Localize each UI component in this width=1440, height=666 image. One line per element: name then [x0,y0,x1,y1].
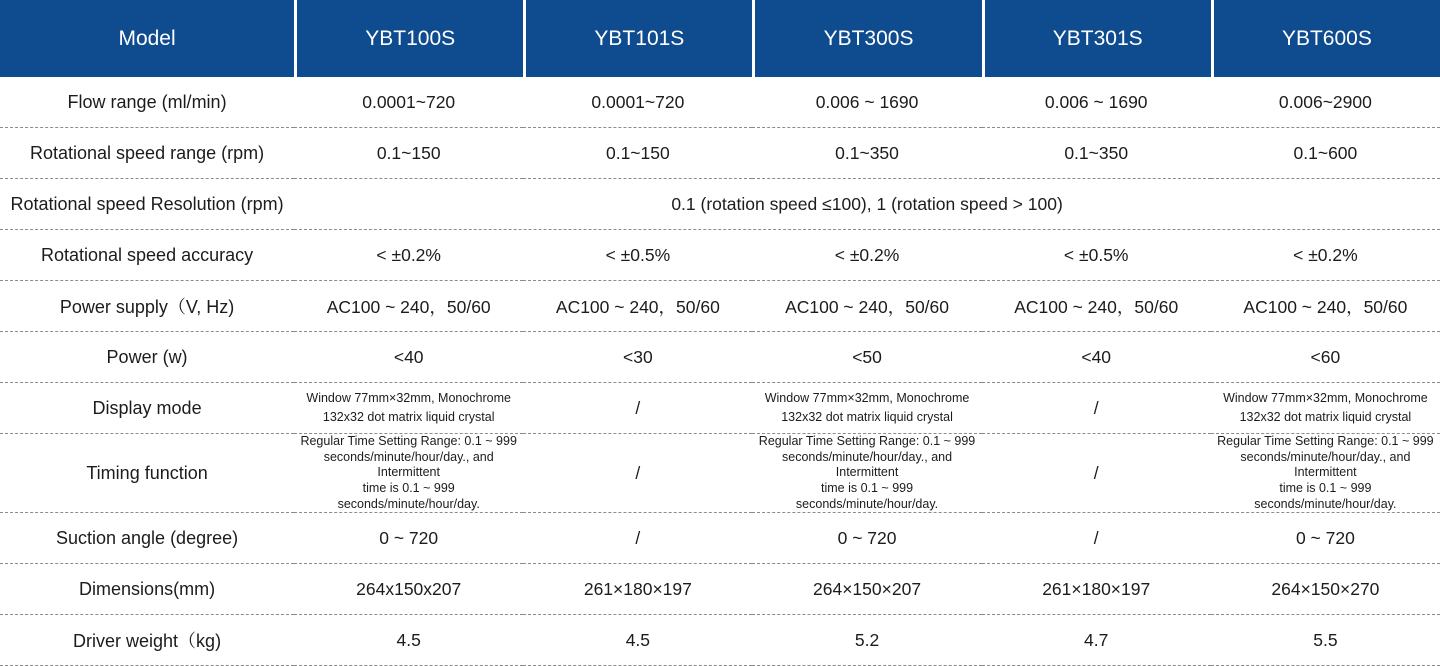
cell-value: 0.1~350 [752,128,981,179]
row-power-supply [0,281,1440,332]
row-speed-range [0,128,1440,179]
cell-value: < ±0.2% [1211,230,1440,281]
header-model-ybt100s: YBT100S [294,0,523,77]
text-line: seconds/minute/hour/day., and Intermittent [1240,449,1411,480]
row-label: Suction angle (degree) [0,513,294,564]
cell-value: <50 [752,332,981,383]
cell-value [1211,434,1440,513]
cell-value: 0.0001~720 [523,77,752,128]
cell-value: 264x150x207 [294,564,523,615]
cell-value: 0.1~150 [294,128,523,179]
cell-value: 0.006 ~ 1690 [752,77,981,128]
row-speed-accuracy [0,230,1440,281]
header-row [0,0,1440,77]
text-line: 132x32 dot matrix liquid crystal [1239,410,1412,424]
text-line: time is 0.1 ~ 999 seconds/minute/hour/day. [795,480,939,511]
text-line: time is 0.1 ~ 999 seconds/minute/hour/day. [337,480,480,511]
cell-value: 0 ~ 720 [752,513,981,564]
cell-value [294,383,523,434]
cell-value: 0.006~2900 [1211,77,1440,128]
cell-value: 264×150×207 [752,564,981,615]
cell-value [294,434,523,513]
cell-value: / [523,434,752,513]
row-suction-angle [0,513,1440,564]
row-label: Flow range (ml/min) [0,77,294,128]
cell-value: / [982,434,1211,513]
cell-value: / [982,383,1211,434]
cell-value [1211,383,1440,434]
row-flow-range [0,77,1440,128]
cell-value: 0.1~600 [1211,128,1440,179]
cell-value: 0.1~350 [982,128,1211,179]
cell-value: 0 ~ 720 [1211,513,1440,564]
text-line: seconds/minute/hour/day., and Intermittent [782,449,953,480]
row-label: Rotational speed Resolution (rpm) [0,179,294,230]
cell-value: 261×180×197 [982,564,1211,615]
text-line: Window 77mm×32mm, Monochrome [764,390,970,405]
cell-value: AC100 ~ 240，50/60 [523,281,752,332]
cell-value: < ±0.5% [523,230,752,281]
cell-value: 264×150×270 [1211,564,1440,615]
cell-value: 0.0001~720 [294,77,523,128]
text-line: Window 77mm×32mm, Monochrome [1223,390,1428,405]
cell-value: / [982,513,1211,564]
cell-value [752,434,981,513]
row-label: Power supply（V, Hz) [0,281,294,332]
row-dimensions [0,564,1440,615]
row-timing-function [0,434,1440,513]
header-model-ybt101s: YBT101S [523,0,752,77]
cell-value: AC100 ~ 240，50/60 [982,281,1211,332]
row-label: Display mode [0,383,294,434]
cell-value: 261×180×197 [523,564,752,615]
row-display-mode [0,383,1440,434]
cell-value: 0.1~150 [523,128,752,179]
row-label: Timing function [0,434,294,513]
text-line: Regular Time Setting Range: 0.1 ~ 999 [758,434,976,448]
row-label: Power (w) [0,332,294,383]
cell-value: <30 [523,332,752,383]
cell-value: AC100 ~ 240，50/60 [294,281,523,332]
header-model-ybt300s: YBT300S [752,0,981,77]
cell-value: <40 [294,332,523,383]
row-label: Dimensions(mm) [0,564,294,615]
cell-value: 4.7 [982,615,1211,666]
cell-value: 5.2 [752,615,981,666]
cell-value: < ±0.2% [752,230,981,281]
text-line: Regular Time Setting Range: 0.1 ~ 999 [1217,434,1434,448]
cell-value: AC100 ~ 240，50/60 [1211,281,1440,332]
cell-value [752,383,981,434]
row-label: Rotational speed range (rpm) [0,128,294,179]
header-model-ybt600s: YBT600S [1211,0,1440,77]
cell-value: 0.006 ~ 1690 [982,77,1211,128]
row-power [0,332,1440,383]
text-line: time is 0.1 ~ 999 seconds/minute/hour/day. [1254,480,1397,511]
cell-value: < ±0.2% [294,230,523,281]
cell-value-merged: 0.1 (rotation speed ≤100), 1 (rotation speed > 100) [294,179,1440,230]
text-line: 132x32 dot matrix liquid crystal [781,410,953,424]
header-model-label: Model [0,0,294,77]
cell-value: < ±0.5% [982,230,1211,281]
row-speed-resolution [0,179,1440,230]
text-line: 132x32 dot matrix liquid crystal [322,410,495,424]
cell-value: AC100 ~ 240，50/60 [752,281,981,332]
cell-value: / [523,513,752,564]
cell-value: 4.5 [294,615,523,666]
cell-value: 4.5 [523,615,752,666]
cell-value: 5.5 [1211,615,1440,666]
text-line: Window 77mm×32mm, Monochrome [306,390,511,405]
text-line: seconds/minute/hour/day., and Intermittent [323,449,494,480]
header-model-ybt301s: YBT301S [982,0,1211,77]
cell-value: 0 ~ 720 [294,513,523,564]
row-label: Driver weight（kg) [0,615,294,666]
row-driver-weight [0,615,1440,666]
cell-value: <40 [982,332,1211,383]
cell-value: <60 [1211,332,1440,383]
text-line: Regular Time Setting Range: 0.1 ~ 999 [300,434,517,448]
row-label: Rotational speed accuracy [0,230,294,281]
cell-value: / [523,383,752,434]
